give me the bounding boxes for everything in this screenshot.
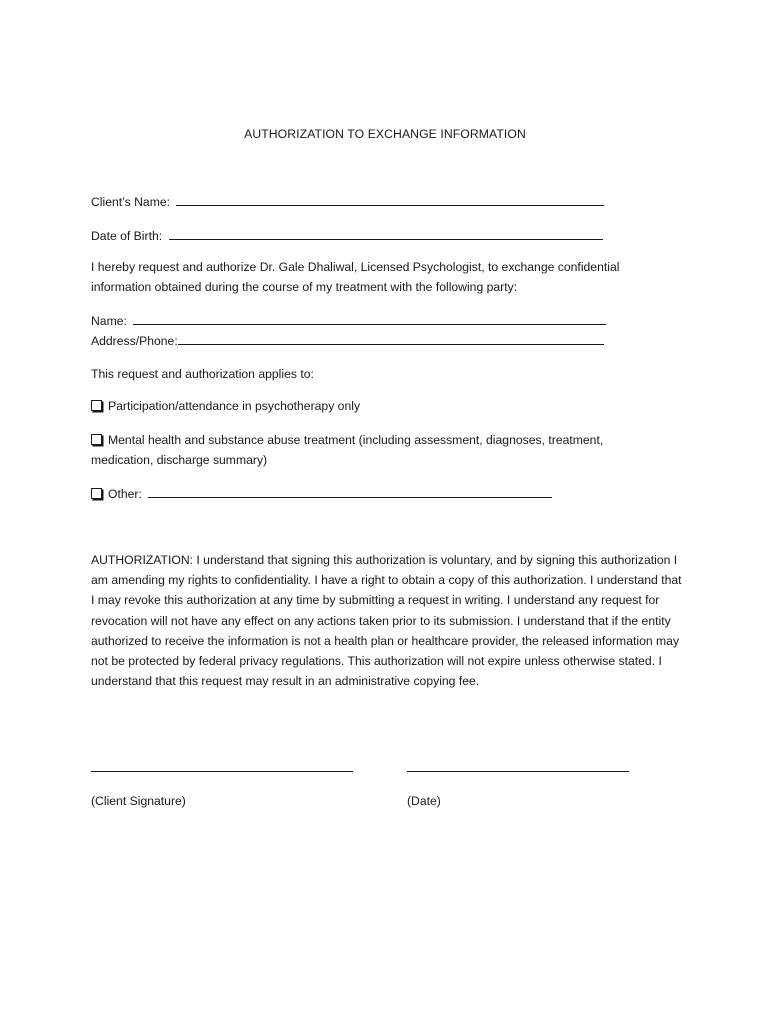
signature-line[interactable]	[91, 770, 353, 772]
client-name-row	[91, 192, 604, 212]
checkbox-icon[interactable]	[91, 400, 102, 411]
option-other-label: Other:	[108, 487, 142, 501]
option-other	[91, 484, 552, 504]
document-title: AUTHORIZATION TO EXCHANGE INFORMATION	[244, 127, 526, 141]
client-name-label: Client’s Name:	[91, 195, 171, 209]
party-name-label: Name:	[91, 314, 127, 328]
party-name-field[interactable]	[133, 313, 606, 325]
party-address-row	[91, 331, 604, 351]
checkbox-icon[interactable]	[91, 488, 102, 499]
date-label: (Date)	[407, 794, 441, 808]
party-address-label: Address/Phone:	[91, 334, 178, 348]
checkbox-icon[interactable]	[91, 434, 102, 445]
option-mental-health	[91, 430, 651, 470]
authorization-paragraph: AUTHORIZATION: I understand that signing this authorization is voluntary, and by signing this authorization I am amending my rights to confidentiality. I have a right to obtain a copy of this authorization. I understand that I may revoke this authorization at any time by submitting a request in writing. I understand any request for revocation will not have any effect on any actions taken prior to its submission. I understand that if the entity authorized to receive the information is not a health plan or healthcare provider, the released information may not be protected by federal privacy regulations. This authorization will not expire unless otherwise stated. I understand that this request may result in an administrative copying fee.	[91, 553, 682, 689]
dob-label: Date of Birth:	[91, 229, 163, 243]
party-name-row	[91, 311, 606, 331]
option-other-field[interactable]	[148, 486, 552, 498]
option-psychotherapy	[91, 396, 360, 416]
date-line[interactable]	[407, 770, 629, 772]
option-mental-health-label: Mental health and substance abuse treatment (including assessment, diagnoses, treatment, medication, discharge summary)	[91, 433, 604, 468]
client-name-field[interactable]	[176, 194, 604, 206]
request-paragraph: I hereby request and authorize Dr. Gale Dhaliwal, Licensed Psychologist, to exchange confidential information obtained during the course of my treatment with the following party:	[91, 260, 620, 295]
dob-row	[91, 226, 603, 246]
dob-field[interactable]	[169, 228, 603, 240]
party-address-field[interactable]	[178, 333, 604, 345]
signature-label: (Client Signature)	[91, 794, 186, 808]
applies-to-label: This request and authorization applies to:	[91, 367, 314, 381]
option-psychotherapy-label: Participation/attendance in psychotherapy only	[108, 399, 361, 413]
